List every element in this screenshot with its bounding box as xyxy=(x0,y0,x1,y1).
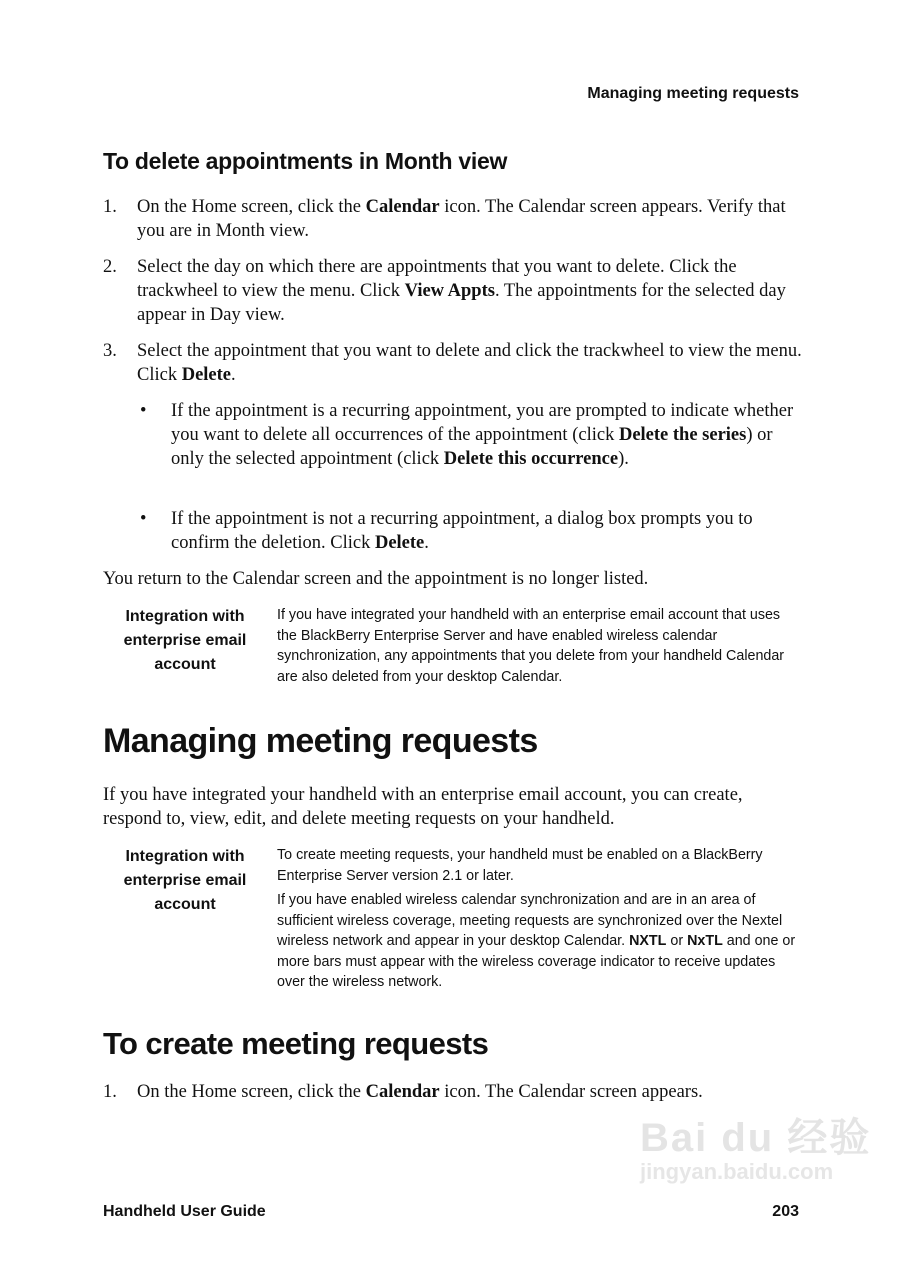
bold-term: NXTL xyxy=(629,933,667,949)
note-label: Integration with enterprise email account xyxy=(123,848,247,913)
bold-term: Delete the series xyxy=(618,425,747,445)
step-number: 3. xyxy=(103,341,117,361)
watermark-brand: Bai du 经验 xyxy=(640,1116,872,1160)
bold-term: Calendar xyxy=(365,197,440,217)
bold-term: Delete xyxy=(374,533,425,553)
bold-term: Delete xyxy=(181,365,232,385)
bullet-icon: • xyxy=(140,509,147,529)
step-number: 1. xyxy=(103,1082,117,1102)
step-item xyxy=(103,339,803,387)
running-head: Managing meeting requests xyxy=(587,85,799,102)
bullet-text: If the appointment is not a recurring appointment, a dialog box prompts you to confirm the deletion. Click Delete. xyxy=(171,509,753,553)
note-paragraph: If you have enabled wireless calendar synchronization and are in an area of sufficient wireless coverage, meeting requests are synchronized over the Nextel wireless network and appear in your desktop Calendar. NXTL or NxTL and one or more bars must appear with the wireless coverage indicator to receive updates over the wireless network. xyxy=(277,892,796,990)
step-text: Select the appointment that you want to delete and click the trackwheel to view the menu. Click Delete. xyxy=(137,341,802,385)
bold-term: Calendar xyxy=(365,1082,440,1102)
step-number: 2. xyxy=(103,257,117,277)
watermark-logo xyxy=(640,1116,871,1184)
bold-term: View Appts xyxy=(404,281,495,301)
intro-paragraph: If you have integrated your handheld with an enterprise email account, you can create, respond to, view, edit, and delete meeting requests on your handheld. xyxy=(103,785,743,829)
note-body xyxy=(277,845,803,997)
bullet-item xyxy=(140,399,800,471)
note-paragraph: To create meeting requests, your handheld must be enabled on a BlackBerry Enterprise Server version 2.1 or later. xyxy=(277,847,763,884)
footer-title: Handheld User Guide xyxy=(103,1203,266,1220)
bold-term: Delete this occurrence xyxy=(443,449,619,469)
note-integration xyxy=(103,605,803,691)
step-item xyxy=(103,1080,803,1104)
step-number: 1. xyxy=(103,197,117,217)
section-heading-create-meeting-requests: To create meeting requests xyxy=(103,1026,489,1061)
note-body xyxy=(277,605,803,691)
section-heading-managing-meeting-requests: Managing meeting requests xyxy=(103,722,538,760)
step-text: Select the day on which there are appointments that you want to delete. Click the trackwheel to view the menu. Click View Appts. The appointments for the selected day appear in Day view. xyxy=(137,257,786,325)
note-paragraph: If you have integrated your handheld with an enterprise email account that uses the BlackBerry Enterprise Server and have enabled wireless calendar synchronization, any appointments that you delete from your handheld Calendar are also deleted from your desktop Calendar. xyxy=(277,607,785,685)
step-text: On the Home screen, click the Calendar icon. The Calendar screen appears. xyxy=(137,1082,703,1102)
result-text: You return to the Calendar screen and the appointment is no longer listed. xyxy=(103,569,649,589)
page-number: 203 xyxy=(772,1203,799,1220)
note-label: Integration with enterprise email account xyxy=(123,608,247,673)
bullet-icon: • xyxy=(140,401,147,421)
bullet-item xyxy=(140,507,800,555)
note-integration xyxy=(103,845,803,997)
watermark-url: jingyan.baidu.com xyxy=(640,1159,834,1184)
bullet-text: If the appointment is a recurring appointment, you are prompted to indicate whether you want to delete all occurrences of the appointment (click Delete the series) or only the selected appointment (click Delete this occurrence). xyxy=(171,401,794,469)
bold-term: NxTL xyxy=(687,933,723,949)
step-text: On the Home screen, click the Calendar icon. The Calendar screen appears. Verify that you are in Month view. xyxy=(137,197,786,241)
step-item xyxy=(103,255,803,327)
step-item xyxy=(103,195,803,243)
section-heading-delete-appointments: To delete appointments in Month view xyxy=(103,148,508,174)
